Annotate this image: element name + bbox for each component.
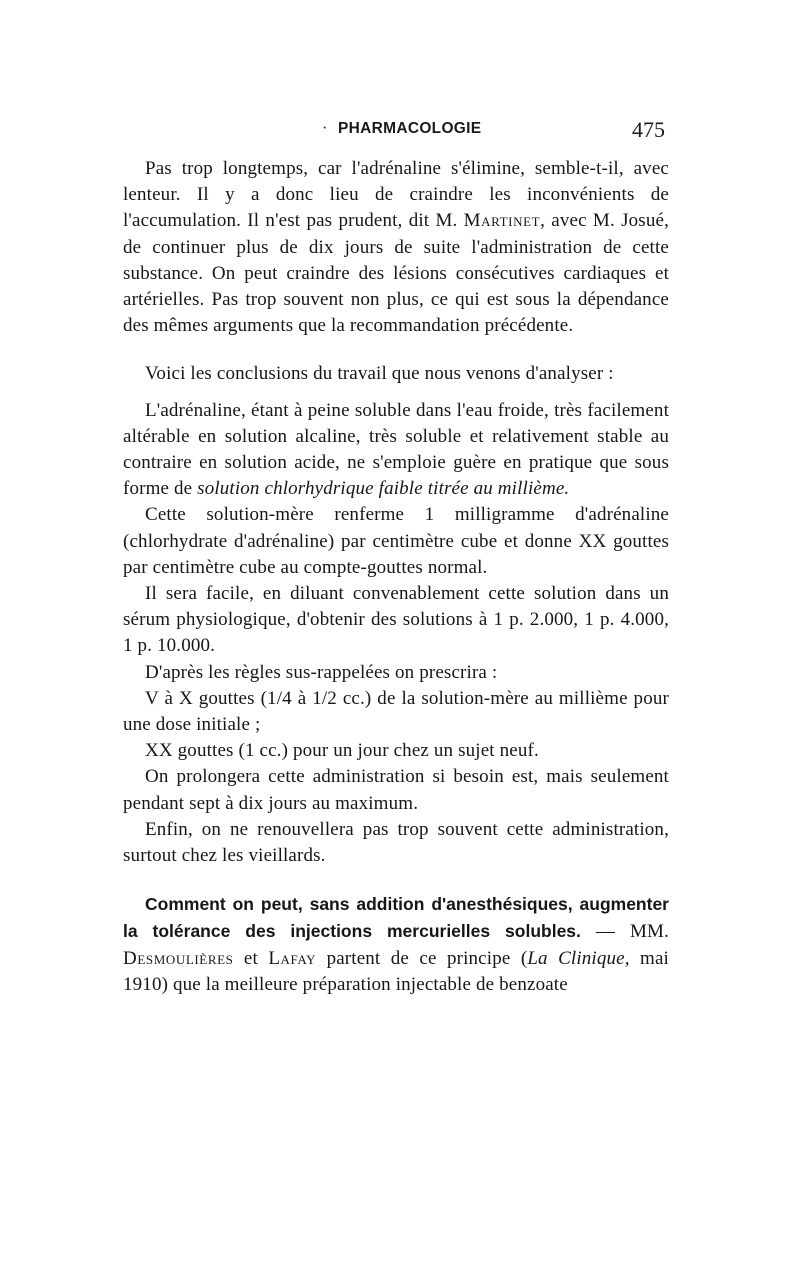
- paragraph-5: Il sera facile, en diluant convenablement cette solution dans un sérum physiologique, d'obtenir des solutions à 1 p. 2.000, 1 p. 4.000, 1 p. 10.000.: [123, 583, 669, 657]
- italic-solution-name: solution chlorhydrique faible titrée au millième.: [197, 478, 570, 500]
- citation-journal: La Clinique,: [527, 947, 630, 969]
- paragraph-1: Pas trop longtemps, car l'adrénaline s'élimine, semble-t-il, avec lenteur. Il y a donc lieu de craindre les inconvénients de l'accumulation. Il n'est pas prudent, dit M. Martinet, avec M. Josué, de continuer plus de dix jours de suite l'administration de cette substance. On peut craindre des lésions consécutives cardiaques et artérielles. Pas trop souvent non plus, ce qui est sous la dépendance des mêmes arguments que la recommandation précédente.: [123, 158, 669, 337]
- author-name-desmoulieres: Desmoulières: [123, 947, 234, 969]
- author-name-martinet: Martinet: [463, 210, 541, 232]
- header-dot: ·: [322, 120, 328, 137]
- paragraph-4: Cette solution-mère renferme 1 milligramme d'adrénaline (chlorhydrate d'adrénaline) par centimètre cube et donne XX gouttes par centimètre cube au compte-gouttes normal.: [123, 504, 669, 578]
- paragraph-7: V à X gouttes (1/4 à 1/2 cc.) de la solution-mère au millième pour une dose initiale ;: [123, 687, 669, 736]
- paragraph-6: D'après les règles sus-rappelées on prescrira :: [145, 661, 498, 683]
- body-text: [123, 156, 669, 998]
- section-paragraph: Comment on peut, sans addition d'anesthésiques, augmenter la tolérance des injections mercurielles solubles. — MM. Desmoulières et Lafay partent de ce principe (La Clinique, mai 1910) que la meilleure préparation injectable de benzoate: [123, 894, 670, 995]
- author-name-lafay: Lafay: [268, 947, 317, 969]
- page-number: 475: [632, 117, 665, 142]
- paragraph-10: Enfin, on ne renouvellera pas trop souvent cette administration, surtout chez les vieillards.: [123, 818, 669, 867]
- paragraph-9: On prolongera cette administration si besoin est, mais seulement pendant sept à dix jours au maximum.: [123, 766, 669, 814]
- running-header-title: PHARMACOLOGIE: [338, 120, 482, 137]
- section-heading: Comment on peut, sans addition d'anesthésiques, augmenter la tolérance des injections mercurielles solubles.: [123, 894, 669, 942]
- paragraph-8: XX gouttes (1 cc.) pour un jour chez un sujet neuf.: [145, 740, 539, 762]
- paragraph-2: Voici les conclusions du travail que nous venons d'analyser :: [145, 363, 614, 385]
- paragraph-3: L'adrénaline, étant à peine soluble dans l'eau froide, très facilement altérable en solution alcaline, très soluble et relativement stable au contraire en solution acide, ne s'emploie guère en pratique que sous forme de solution chlorhydrique faible titrée au millième.: [123, 399, 669, 500]
